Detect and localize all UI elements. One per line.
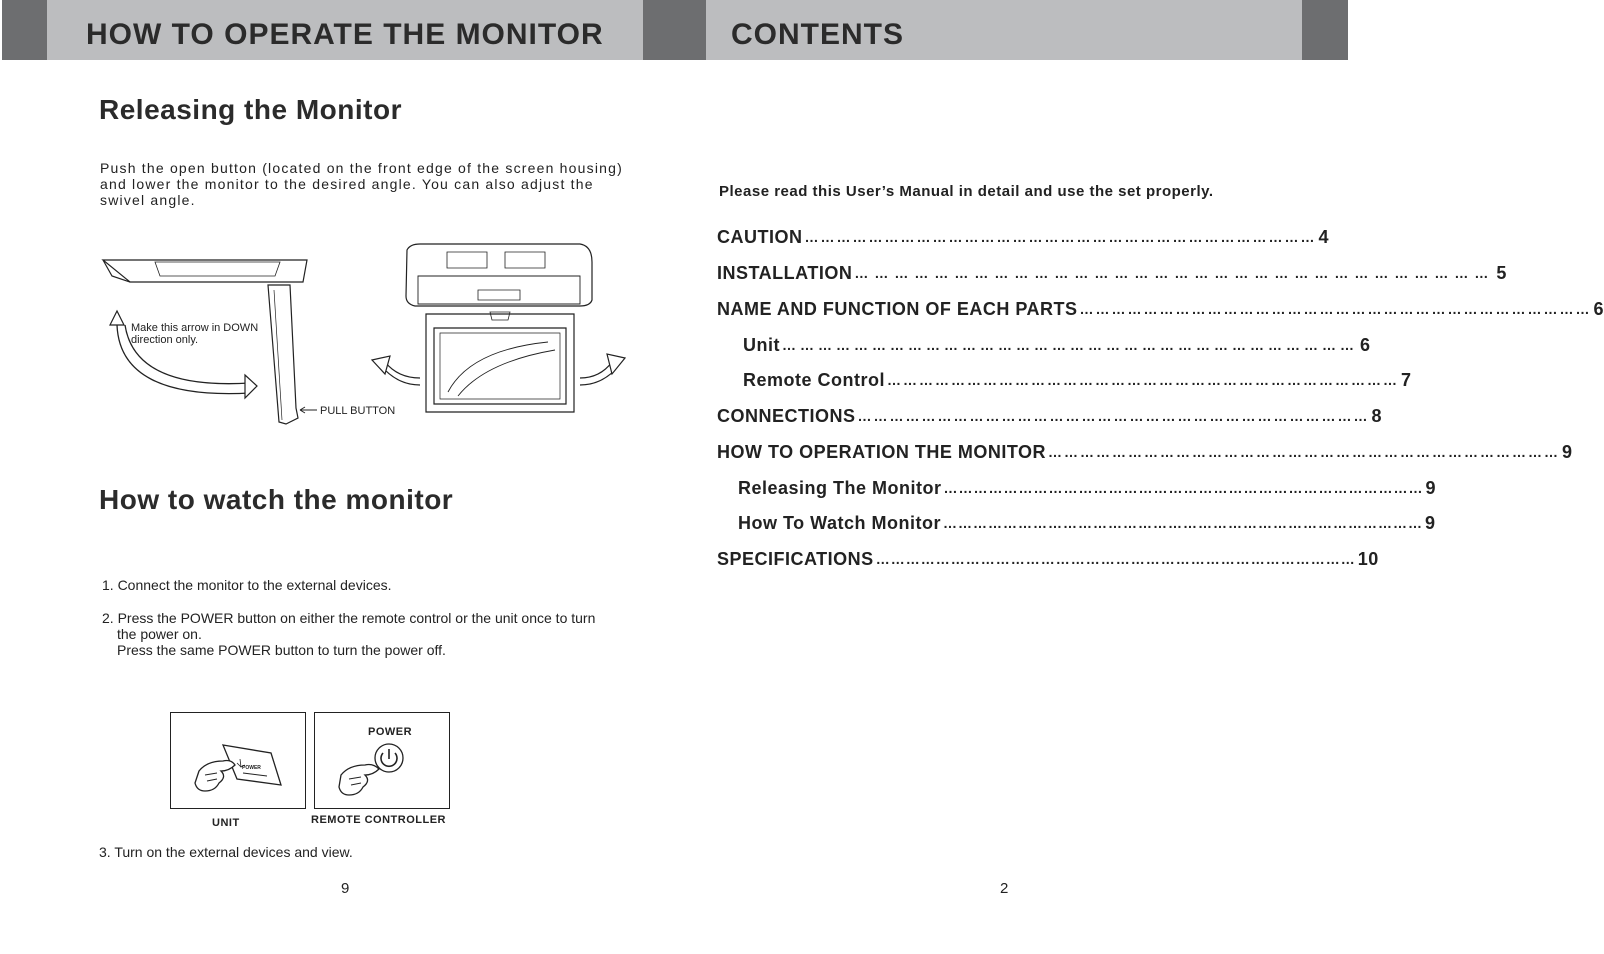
toc-title: How To Watch Monitor — [738, 513, 941, 533]
toc-page-number: 8 — [1371, 406, 1383, 426]
pull-button-label: PULL BUTTON — [320, 405, 396, 417]
toc-title: CAUTION — [717, 227, 803, 247]
toc-title: SPECIFICATIONS — [717, 549, 874, 569]
step-2-text: 2. Press the POWER button on either the remote control or the unit once to turn the power on. Press the same POWER button to turn the power off. — [102, 610, 596, 658]
toc-row-name-and-function[interactable] — [717, 296, 1604, 320]
toc-row-connections[interactable] — [717, 403, 1383, 427]
toc-page-number: 9 — [1424, 513, 1436, 533]
toc-page-number: 5 — [1496, 263, 1507, 283]
releasing-monitor-title: Releasing the Monitor — [99, 94, 402, 125]
arrow-note-text: Make this arrow in DOWN direction only. — [131, 322, 259, 346]
toc-leader: …………………………………………………………………………………… — [942, 515, 1423, 531]
contents-intro: Please read this User’s Manual in detail and use the set properly. — [719, 183, 1214, 200]
right-page-header: CONTENTS — [731, 18, 904, 51]
hand-press-icon — [171, 713, 305, 808]
toc-row-remote-control[interactable] — [743, 367, 1412, 391]
toc-page-number: 6 — [1593, 299, 1604, 319]
releasing-monitor-paragraph: Push the open button (located on the front edge of the screen housing) and lower the monitor to the desired angle. You can also adjust the swivel angle. — [100, 160, 623, 208]
left-page-number: 9 — [341, 880, 350, 897]
toc-title: NAME AND FUNCTION OF EACH PARTS — [717, 299, 1078, 319]
toc-row-specifications[interactable] — [717, 546, 1379, 570]
toc-page-number: 7 — [1401, 370, 1412, 390]
remote-controller-label: REMOTE CONTROLLER — [311, 814, 446, 826]
remote-power-label: POWER — [368, 726, 413, 738]
toc-row-releasing-the-monitor[interactable] — [738, 475, 1437, 499]
toc-title: INSTALLATION — [717, 263, 853, 283]
toc-title: Unit — [743, 335, 780, 355]
remote-power-illustration — [314, 712, 450, 809]
toc-title: Releasing The Monitor — [738, 478, 942, 498]
step-3-text: 3. Turn on the external devices and view. — [99, 844, 353, 860]
toc-leader: …………………………………………………………………………………… — [1079, 301, 1592, 317]
toc-page-number: 6 — [1360, 335, 1371, 355]
right-page-number: 2 — [1000, 880, 1009, 897]
toc-row-how-to-operation[interactable] — [717, 439, 1573, 463]
toc-title: CONNECTIONS — [717, 406, 856, 426]
toc-leader: …………………………………………………………………………………… — [943, 480, 1424, 496]
unit-power-text: POWER — [242, 765, 261, 771]
toc-page-number: 10 — [1357, 549, 1379, 569]
unit-power-illustration — [170, 712, 306, 809]
watch-monitor-title: How to watch the monitor — [99, 484, 454, 515]
toc-page-number: 9 — [1425, 478, 1437, 498]
toc-title: HOW TO OPERATION THE MONITOR — [717, 442, 1046, 462]
toc-leader: …………………………………………………………………………………… — [804, 229, 1317, 245]
toc-row-unit[interactable] — [743, 332, 1371, 356]
left-page-header: HOW TO OPERATE THE MONITOR — [86, 18, 604, 51]
toc-page-number: 4 — [1318, 227, 1330, 247]
power-button-icon — [315, 713, 449, 808]
toc-leader: …………………………………………………………………………………… — [875, 551, 1356, 567]
toc-row-installation[interactable] — [717, 260, 1507, 284]
toc-leader: …………………………………………………………………………………… — [887, 372, 1399, 388]
unit-label: UNIT — [212, 817, 240, 829]
toc-leader: …………………………………………………………………………………… — [857, 408, 1370, 424]
toc-row-how-to-watch-monitor[interactable] — [738, 510, 1436, 534]
step-1-text: 1. Connect the monitor to the external devices. — [102, 577, 392, 593]
toc-row-caution[interactable] — [717, 224, 1330, 248]
toc-leader: …………………………………………………………………………………… — [854, 265, 1495, 281]
toc-leader: …………………………………………………………………………………… — [782, 337, 1358, 353]
toc-page-number: 9 — [1562, 442, 1573, 462]
toc-title: Remote Control — [743, 370, 885, 390]
toc-leader: …………………………………………………………………………………… — [1048, 444, 1560, 460]
